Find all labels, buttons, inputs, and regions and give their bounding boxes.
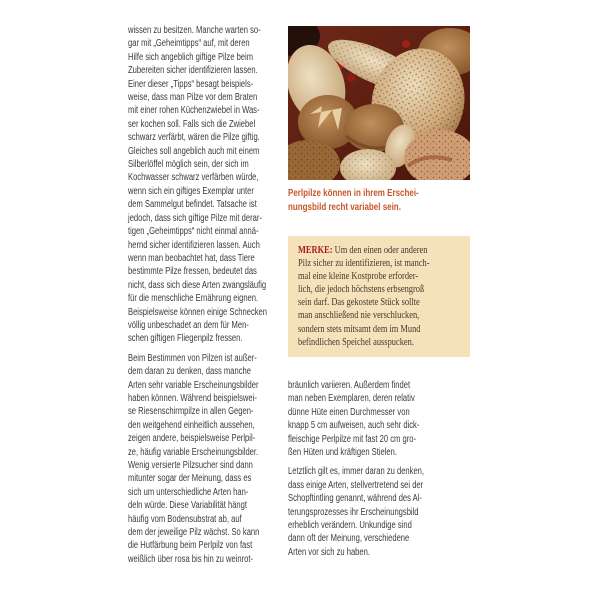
text-line: Zubereiten sicher identifizieren lassen.	[128, 65, 258, 77]
text-line: schwarz verfärbt, wären die Pilze giftig.	[128, 132, 260, 144]
text-line: Beim Bestimmen von Pilzen ist außer-	[128, 352, 257, 364]
text-line: zeigen andere, beispielsweise Perlpil-	[128, 433, 256, 445]
text-line: deln würde. Diese Variabilität hängt	[128, 500, 247, 512]
left-paragraph-2	[128, 352, 284, 567]
text-line: erheblich verändern. Unkundige sind	[288, 520, 412, 532]
merke-label: MERKE:	[298, 245, 333, 256]
text-line: haben können. Während beispielswei-	[128, 392, 257, 404]
text-line: häufig vom Bodensubstrat ab, auf	[128, 513, 242, 525]
text-line: den weitgehend einheitlich aussehen,	[128, 419, 255, 431]
photo-caption	[288, 187, 472, 215]
text-line: Silberlöffel möglich sein, der sich im	[128, 159, 249, 171]
right-text-column	[288, 379, 472, 559]
text-line: Einer dieser „Tipps“ besagt beispiels-	[128, 78, 254, 90]
text-line: schen giftigen Fliegenpilz fressen.	[128, 333, 243, 345]
text-line: tigen „Geheimtipps“ nicht einmal annä-	[128, 226, 259, 238]
text-line: Letztlich gilt es, immer daran zu denken,	[288, 466, 425, 478]
text-line: Beispielsweise können einige Schnecken	[128, 306, 268, 318]
text-line: terungsprozesses ihr Erscheinungsbild	[288, 506, 419, 518]
text-line: Kochwasser schwarz verfärben würde,	[128, 172, 259, 184]
text-line: wenn sich ein giftiges Exemplar unter	[128, 185, 254, 197]
text-line: fleischige Perlpilze mit fast 20 cm gro-	[288, 433, 416, 445]
text-line: befindlichen Speichel ausspucken.	[298, 336, 414, 348]
text-line: bestimmte Pilze fressen, bedeutet das	[128, 266, 257, 278]
text-line: Gleiches soll angeblich auch mit einem	[128, 145, 260, 157]
text-line: ser kochen soll. Falls sich die Zwiebel	[128, 118, 256, 130]
text-line: dann oft der Meinung, verschiedene	[288, 533, 410, 545]
left-paragraph-1	[128, 24, 284, 346]
merke-first-line-text: Um den einen oder anderen	[332, 245, 428, 256]
text-line: Arten sehr variable Erscheinungsbilder	[128, 379, 259, 391]
left-text-column	[128, 24, 284, 566]
text-line: mal eine kleine Kostprobe erforder-	[298, 271, 419, 283]
right-paragraph-1	[288, 379, 472, 459]
text-line: man anschließend nie verschlucken,	[298, 310, 420, 322]
text-line: ßen Hüten und kräftigen Stielen.	[288, 447, 398, 459]
text-line: weißlich über rosa bis hin zu weinrot-	[128, 553, 254, 565]
right-paragraph-2	[288, 465, 472, 559]
text-line: lich, die jedoch höchstens erbsengroß	[298, 284, 425, 296]
text-line: wenn man beobachtet hat, dass Tiere	[128, 252, 255, 264]
merke-body-lines	[298, 257, 460, 349]
text-line: mit einer rohen Küchenzwiebel in Was-	[128, 105, 260, 117]
text-line: Arten vor sich zu haben.	[288, 546, 370, 558]
text-line: Perlpilze können in ihrem Erschei-	[288, 188, 419, 199]
text-line: se Riesenschirmpilze in allen Gegen-	[128, 406, 254, 418]
text-line: dass einige Arten, stellvertretend sei der	[288, 479, 424, 491]
text-line: hernd sicher identifizieren lassen. Auch	[128, 239, 260, 251]
text-line: ze, häufig variable Erscheinungsbilder.	[128, 446, 259, 458]
text-line: gar mit „Geheimtipps“ auf, mit deren	[128, 38, 250, 50]
text-line: jedoch, dass sich giftige Pilze mit derar-	[128, 212, 262, 224]
text-line: Schopftintling genannt, während des Al-	[288, 493, 422, 505]
merke-first-line	[298, 244, 428, 257]
text-line: dem daran zu denken, dass manche	[128, 366, 251, 378]
text-line: mitunter sogar der Meinung, dass es	[128, 473, 252, 485]
text-line: Hilfe sich angeblich giftige Pilze beim	[128, 51, 254, 63]
text-line: wissen zu besitzen. Manche warten so-	[128, 25, 261, 36]
merke-note-box	[288, 236, 470, 357]
text-line: knapp 5 cm aufweisen, auch sehr dick-	[288, 420, 420, 432]
mushrooms-photo-illustration	[288, 26, 470, 180]
text-line: für die menschliche Ernährung eignen.	[128, 293, 259, 305]
text-line: man neben Exemplaren, deren relativ	[288, 393, 415, 405]
mushrooms-photo	[288, 26, 470, 180]
text-line: nungsbild recht variabel sein.	[288, 201, 401, 213]
text-line: sich um unterschiedliche Arten han-	[128, 486, 249, 498]
text-line: sondern stets mitsamt dem im Mund	[298, 323, 421, 335]
text-line: die Hutfärbung beim Perlpilz von fast	[128, 540, 253, 552]
text-line: weise, dass man Pilze vor dem Braten	[128, 92, 258, 104]
text-line: dem Sammelgut befindet. Tatsache ist	[128, 199, 257, 211]
text-line: nicht, dass sich diese Arten zwangsläufig	[128, 279, 267, 291]
text-line: dünne Hüte einen Durchmesser von	[288, 406, 410, 418]
text-line: Wenig versierte Pilzsucher sind dann	[128, 460, 253, 471]
text-line: dem der jeweilige Pilz wächst. So kann	[128, 527, 260, 539]
text-line: Pilz sicher zu identifizieren, ist manch-	[298, 258, 430, 270]
text-line: völlig unbeschadet an dem für Men-	[128, 319, 249, 331]
text-line: bräunlich variieren. Außerdem findet	[288, 380, 411, 391]
text-line: sein darf. Das gekostete Stück sollte	[298, 297, 420, 309]
